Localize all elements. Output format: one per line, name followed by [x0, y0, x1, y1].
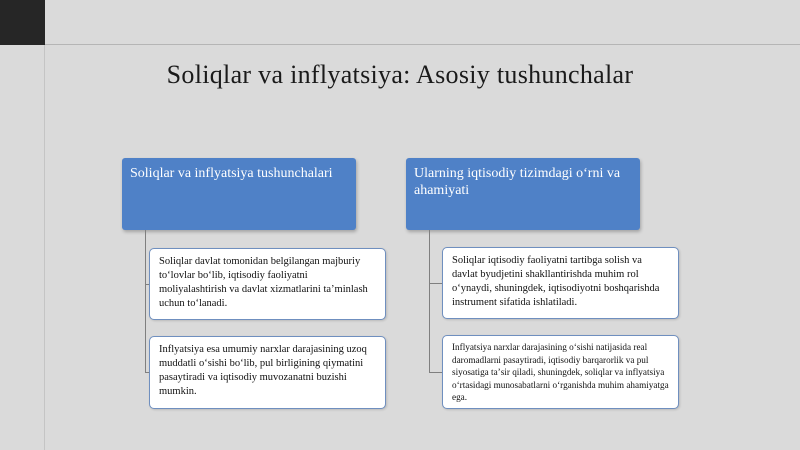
right-header-box: Ularning iqtisodiy tizimdagi oʻrni va ahamiyati	[406, 158, 640, 230]
left-item-2: Inflyatsiya esa umumiy narxlar darajasining uzoq muddatli oʻsishi boʻlib, pul birligining qiymatini pasaytiradi va iqtisodiy muvozanatni buzishi mumkin.	[149, 336, 386, 409]
right-connector-vertical	[429, 230, 430, 372]
right-connector-branch-2	[429, 372, 442, 373]
left-item-1: Soliqlar davlat tomonidan belgilangan majburiy toʻlovlar boʻlib, iqtisodiy faoliyatni moliyalashtirish va davlat xizmatlarini taʼminlash uchun toʻlanadi.	[149, 248, 386, 320]
corner-accent-block	[0, 0, 45, 45]
top-divider	[45, 44, 800, 45]
right-connector-branch-1	[429, 283, 442, 284]
left-divider	[44, 45, 45, 450]
left-connector-vertical	[145, 230, 146, 372]
slide-title: Soliqlar va inflyatsiya: Asosiy tushunchalar	[166, 60, 634, 89]
left-header-box: Soliqlar va inflyatsiya tushunchalari	[122, 158, 356, 230]
right-item-1: Soliqlar iqtisodiy faoliyatni tartibga solish va davlat byudjetini shakllantirishda muhim rol oʻynaydi, shuningdek, iqtisodiyotni boshqarishda instrument sifatida ishlatiladi.	[442, 247, 679, 319]
right-item-2: Inflyatsiya narxlar darajasining oʻsishi natijasida real daromadlarni pasaytiradi, iqtisodiy barqarorlik va pul siyosatiga taʼsir qiladi, shuningdek, soliqlar va inflyatsiya oʻrtasidagi munosabatlarni oʻrganishda muhim ahamiyatga ega.	[442, 335, 679, 409]
